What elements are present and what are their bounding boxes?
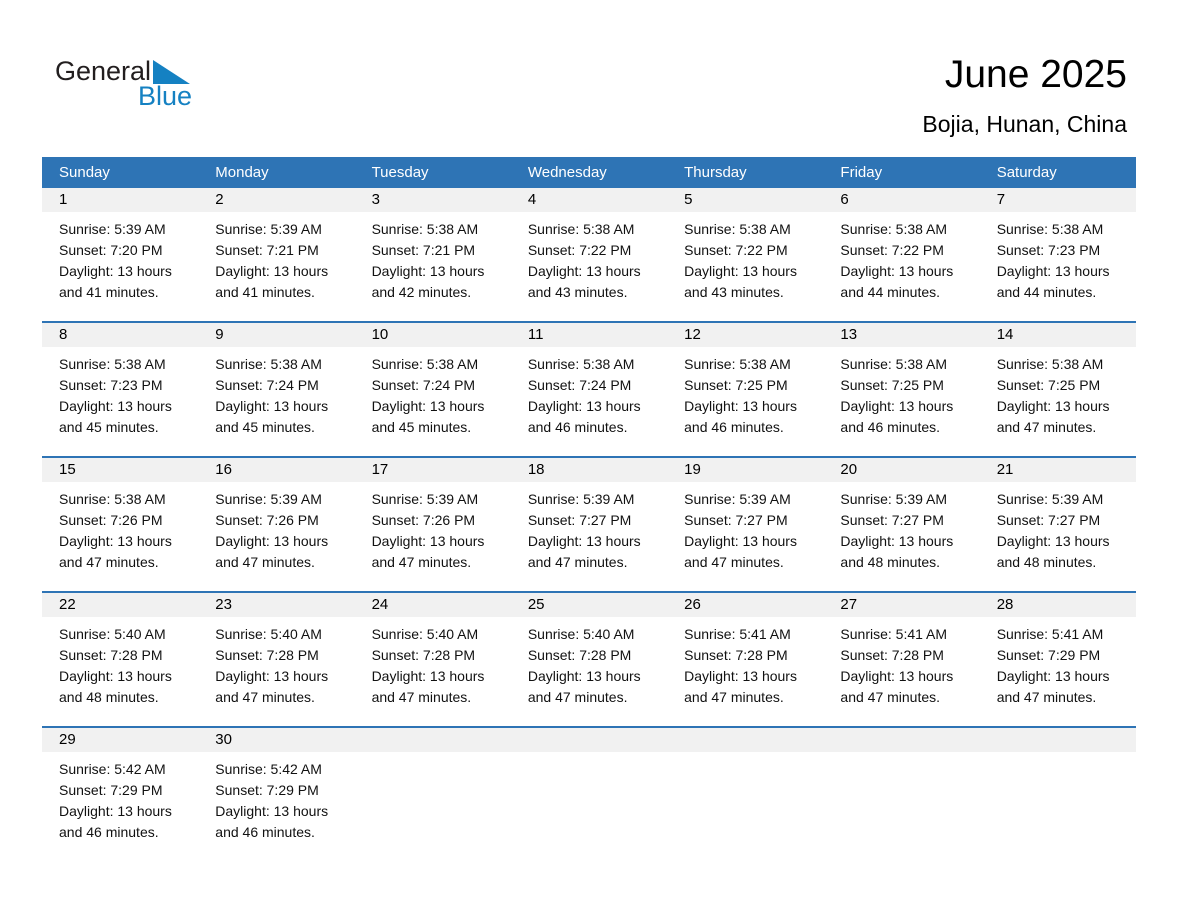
day-details [355,347,511,438]
day-number: 5 [667,188,823,212]
daylight-text-line1: Daylight: 13 hours [371,533,485,549]
daylight-text-line2: and 45 minutes. [215,419,315,435]
sunset-text: Sunset: 7:29 PM [996,647,1101,663]
day-details [355,212,511,303]
sunset-text: Sunset: 7:22 PM [684,242,788,258]
sunset-text: Sunset: 7:27 PM [684,512,788,528]
sunset-text: Sunset: 7:28 PM [527,647,632,663]
day-details [198,617,354,708]
day-details [667,617,823,708]
day-cell-28 [980,593,1136,726]
day-details [667,482,823,573]
daylight-text-line2: and 47 minutes. [996,419,1097,435]
day-number: 15 [42,458,198,482]
day-details [198,752,354,843]
day-details [511,482,667,573]
sunset-text: Sunset: 7:22 PM [527,242,632,258]
sunset-text: Sunset: 7:28 PM [840,647,944,663]
logo-blue-text: Blue [138,81,193,111]
day-number: 20 [823,458,979,482]
day-number: 3 [355,188,511,212]
day-cell-10 [355,323,511,456]
day-cell-16 [198,458,354,591]
empty-cell [355,728,511,861]
empty-cell [980,728,1136,861]
day-number: 19 [667,458,823,482]
sunset-text: Sunset: 7:25 PM [996,377,1101,393]
sunrise-text: Sunrise: 5:41 AM [996,626,1104,642]
weekday-wednesday: Wednesday [527,164,607,181]
day-cell-3 [355,188,511,321]
daylight-text-line1: Daylight: 13 hours [684,668,797,684]
sunrise-text: Sunrise: 5:38 AM [996,356,1104,372]
daylight-text-line2: and 48 minutes. [996,554,1097,570]
sunset-text: Sunset: 7:29 PM [59,782,163,798]
sunrise-text: Sunrise: 5:38 AM [215,356,322,372]
day-cell-7 [980,188,1136,321]
sunrise-text: Sunrise: 5:38 AM [684,221,791,237]
daylight-text-line2: and 46 minutes. [684,419,784,435]
day-cell-23 [198,593,354,726]
day-number: 2 [198,188,354,212]
daylight-text-line1: Daylight: 13 hours [840,263,954,279]
daylight-text-line1: Daylight: 13 hours [215,668,329,684]
day-details [980,212,1136,303]
daylight-text-line2: and 47 minutes. [215,689,315,705]
day-cell-5 [667,188,823,321]
day-number: 21 [980,458,1136,482]
weekday-tuesday: Tuesday [371,164,429,181]
day-details [980,482,1136,573]
daylight-text-line2: and 41 minutes. [215,284,315,300]
sunrise-text: Sunrise: 5:38 AM [371,356,479,372]
daylight-text-line2: and 46 minutes. [215,824,315,840]
day-details [980,617,1136,708]
day-cell-14 [980,323,1136,456]
sunset-text: Sunset: 7:25 PM [684,377,788,393]
sunrise-text: Sunrise: 5:39 AM [59,221,166,237]
weekday-saturday: Saturday [996,164,1057,181]
sunrise-text: Sunrise: 5:38 AM [59,491,166,507]
daylight-text-line1: Daylight: 13 hours [527,668,641,684]
day-number: 23 [198,593,354,617]
empty-number-band [980,728,1136,752]
day-cell-12 [667,323,823,456]
daylight-text-line2: and 46 minutes. [59,824,159,840]
day-number: 24 [355,593,511,617]
daylight-text-line1: Daylight: 13 hours [840,533,954,549]
weekday-sunday: Sunday [59,164,110,181]
daylight-text-line1: Daylight: 13 hours [59,668,172,684]
sunset-text: Sunset: 7:23 PM [996,242,1101,258]
daylight-text-line2: and 42 minutes. [371,284,472,300]
sunrise-text: Sunrise: 5:39 AM [840,491,948,507]
day-number: 30 [198,728,354,752]
sunrise-text: Sunrise: 5:38 AM [59,356,166,372]
empty-cell [667,728,823,861]
day-cell-21 [980,458,1136,591]
week-row-3 [42,456,1136,591]
sunrise-text: Sunrise: 5:39 AM [684,491,791,507]
day-details [355,617,511,708]
sunset-text: Sunset: 7:21 PM [371,242,476,258]
sunset-text: Sunset: 7:27 PM [840,512,944,528]
daylight-text-line1: Daylight: 13 hours [840,668,954,684]
day-number: 8 [42,323,198,347]
sunrise-text: Sunrise: 5:40 AM [215,626,322,642]
day-details [823,347,979,438]
day-cell-26 [667,593,823,726]
sunset-text: Sunset: 7:29 PM [215,782,319,798]
day-details [42,482,198,573]
daylight-text-line2: and 47 minutes. [371,554,472,570]
weekday-header-row [42,157,1136,188]
day-cell-24 [355,593,511,726]
logo-general-text: General [55,56,152,86]
sunrise-text: Sunrise: 5:41 AM [840,626,948,642]
sunset-text: Sunset: 7:26 PM [59,512,163,528]
day-number: 17 [355,458,511,482]
daylight-text-line1: Daylight: 13 hours [996,263,1110,279]
day-number: 28 [980,593,1136,617]
sunset-text: Sunset: 7:21 PM [215,242,319,258]
sunrise-text: Sunrise: 5:42 AM [215,761,322,777]
sunrise-text: Sunrise: 5:39 AM [371,491,479,507]
sunrise-text: Sunrise: 5:41 AM [684,626,791,642]
daylight-text-line1: Daylight: 13 hours [215,263,329,279]
daylight-text-line2: and 47 minutes. [59,554,159,570]
day-cell-27 [823,593,979,726]
day-cell-25 [511,593,667,726]
day-details [355,482,511,573]
daylight-text-line1: Daylight: 13 hours [215,533,329,549]
sunrise-text: Sunrise: 5:39 AM [215,221,322,237]
day-cell-2 [198,188,354,321]
location-subtitle: Bojia, Hunan, China [922,110,1127,137]
day-number: 14 [980,323,1136,347]
daylight-text-line2: and 47 minutes. [684,689,784,705]
sunrise-text: Sunrise: 5:39 AM [215,491,322,507]
day-details [198,212,354,303]
daylight-text-line2: and 46 minutes. [527,419,628,435]
sunrise-text: Sunrise: 5:42 AM [59,761,166,777]
day-number: 27 [823,593,979,617]
day-details [823,617,979,708]
month-title: June 2025 [944,53,1127,96]
day-number: 29 [42,728,198,752]
daylight-text-line2: and 45 minutes. [59,419,159,435]
day-cell-9 [198,323,354,456]
week-row-2 [42,321,1136,456]
daylight-text-line1: Daylight: 13 hours [996,668,1110,684]
day-number: 1 [42,188,198,212]
daylight-text-line1: Daylight: 13 hours [371,398,485,414]
day-details [667,212,823,303]
daylight-text-line2: and 43 minutes. [684,284,784,300]
day-number: 25 [511,593,667,617]
day-cell-20 [823,458,979,591]
daylight-text-line1: Daylight: 13 hours [371,668,485,684]
empty-number-band [823,728,979,752]
day-cell-13 [823,323,979,456]
sunrise-text: Sunrise: 5:39 AM [996,491,1104,507]
day-number: 4 [511,188,667,212]
week-row-1 [42,188,1136,321]
day-details [980,347,1136,438]
day-cell-4 [511,188,667,321]
sunrise-text: Sunrise: 5:38 AM [684,356,791,372]
empty-cell [823,728,979,861]
daylight-text-line1: Daylight: 13 hours [684,533,797,549]
sunset-text: Sunset: 7:28 PM [215,647,319,663]
day-number: 10 [355,323,511,347]
day-cell-17 [355,458,511,591]
daylight-text-line2: and 47 minutes. [840,689,941,705]
daylight-text-line2: and 44 minutes. [840,284,941,300]
day-details [42,212,198,303]
daylight-text-line1: Daylight: 13 hours [840,398,954,414]
daylight-text-line2: and 46 minutes. [840,419,941,435]
daylight-text-line1: Daylight: 13 hours [59,803,172,819]
daylight-text-line1: Daylight: 13 hours [59,263,172,279]
sunset-text: Sunset: 7:28 PM [684,647,788,663]
day-cell-11 [511,323,667,456]
empty-number-band [355,728,511,752]
sunset-text: Sunset: 7:23 PM [59,377,163,393]
empty-cell [511,728,667,861]
sunset-text: Sunset: 7:24 PM [371,377,476,393]
daylight-text-line1: Daylight: 13 hours [59,398,172,414]
sunrise-text: Sunrise: 5:40 AM [59,626,166,642]
daylight-text-line2: and 47 minutes. [527,689,628,705]
daylight-text-line2: and 47 minutes. [684,554,784,570]
daylight-text-line1: Daylight: 13 hours [527,263,641,279]
day-number: 6 [823,188,979,212]
daylight-text-line1: Daylight: 13 hours [371,263,485,279]
daylight-text-line2: and 41 minutes. [59,284,159,300]
day-details [42,347,198,438]
daylight-text-line2: and 44 minutes. [996,284,1097,300]
empty-number-band [511,728,667,752]
day-number: 22 [42,593,198,617]
day-number: 26 [667,593,823,617]
sunset-text: Sunset: 7:26 PM [215,512,319,528]
day-details [198,347,354,438]
sunrise-text: Sunrise: 5:38 AM [840,356,948,372]
day-number: 9 [198,323,354,347]
daylight-text-line1: Daylight: 13 hours [996,398,1110,414]
sunset-text: Sunset: 7:28 PM [371,647,476,663]
sunset-text: Sunset: 7:26 PM [371,512,476,528]
daylight-text-line1: Daylight: 13 hours [527,398,641,414]
weeks-container [42,188,1136,861]
sunset-text: Sunset: 7:25 PM [840,377,944,393]
day-number: 11 [511,323,667,347]
weekday-monday: Monday [215,164,269,181]
daylight-text-line1: Daylight: 13 hours [215,398,329,414]
daylight-text-line2: and 45 minutes. [371,419,472,435]
sunrise-text: Sunrise: 5:38 AM [371,221,479,237]
daylight-text-line1: Daylight: 13 hours [215,803,329,819]
day-number: 16 [198,458,354,482]
daylight-text-line1: Daylight: 13 hours [684,398,797,414]
sunset-text: Sunset: 7:27 PM [996,512,1101,528]
day-cell-18 [511,458,667,591]
day-number: 7 [980,188,1136,212]
sunrise-text: Sunrise: 5:38 AM [840,221,948,237]
day-cell-6 [823,188,979,321]
day-details [511,212,667,303]
week-row-4 [42,591,1136,726]
daylight-text-line1: Daylight: 13 hours [59,533,172,549]
day-details [42,752,198,843]
daylight-text-line2: and 48 minutes. [59,689,159,705]
daylight-text-line2: and 47 minutes. [371,689,472,705]
day-cell-22 [42,593,198,726]
title-block [922,54,1127,138]
day-cell-1 [42,188,198,321]
daylight-text-line1: Daylight: 13 hours [996,533,1110,549]
day-details [823,482,979,573]
sunset-text: Sunset: 7:22 PM [840,242,944,258]
sunrise-text: Sunrise: 5:38 AM [527,356,635,372]
day-cell-30 [198,728,354,861]
day-number: 13 [823,323,979,347]
calendar-grid [42,157,1136,861]
daylight-text-line2: and 47 minutes. [527,554,628,570]
day-cell-8 [42,323,198,456]
day-details [42,617,198,708]
daylight-text-line2: and 47 minutes. [996,689,1097,705]
day-details [667,347,823,438]
daylight-text-line2: and 43 minutes. [527,284,628,300]
day-number: 12 [667,323,823,347]
day-cell-19 [667,458,823,591]
day-number: 18 [511,458,667,482]
week-row-5 [42,726,1136,861]
sunset-text: Sunset: 7:24 PM [215,377,319,393]
sunset-text: Sunset: 7:24 PM [527,377,632,393]
weekday-thursday: Thursday [684,164,747,181]
day-cell-15 [42,458,198,591]
sunrise-text: Sunrise: 5:40 AM [527,626,635,642]
daylight-text-line1: Daylight: 13 hours [527,533,641,549]
sunrise-text: Sunrise: 5:38 AM [996,221,1104,237]
daylight-text-line2: and 47 minutes. [215,554,315,570]
day-cell-29 [42,728,198,861]
daylight-text-line1: Daylight: 13 hours [684,263,797,279]
sunrise-text: Sunrise: 5:38 AM [527,221,635,237]
general-blue-logo [55,58,192,110]
sunrise-text: Sunrise: 5:39 AM [527,491,635,507]
sunset-text: Sunset: 7:20 PM [59,242,163,258]
sunrise-text: Sunrise: 5:40 AM [371,626,479,642]
daylight-text-line2: and 48 minutes. [840,554,941,570]
day-details [511,347,667,438]
sunset-text: Sunset: 7:28 PM [59,647,163,663]
day-details [823,212,979,303]
day-details [198,482,354,573]
empty-number-band [667,728,823,752]
sunset-text: Sunset: 7:27 PM [527,512,632,528]
weekday-friday: Friday [840,164,883,181]
day-details [511,617,667,708]
